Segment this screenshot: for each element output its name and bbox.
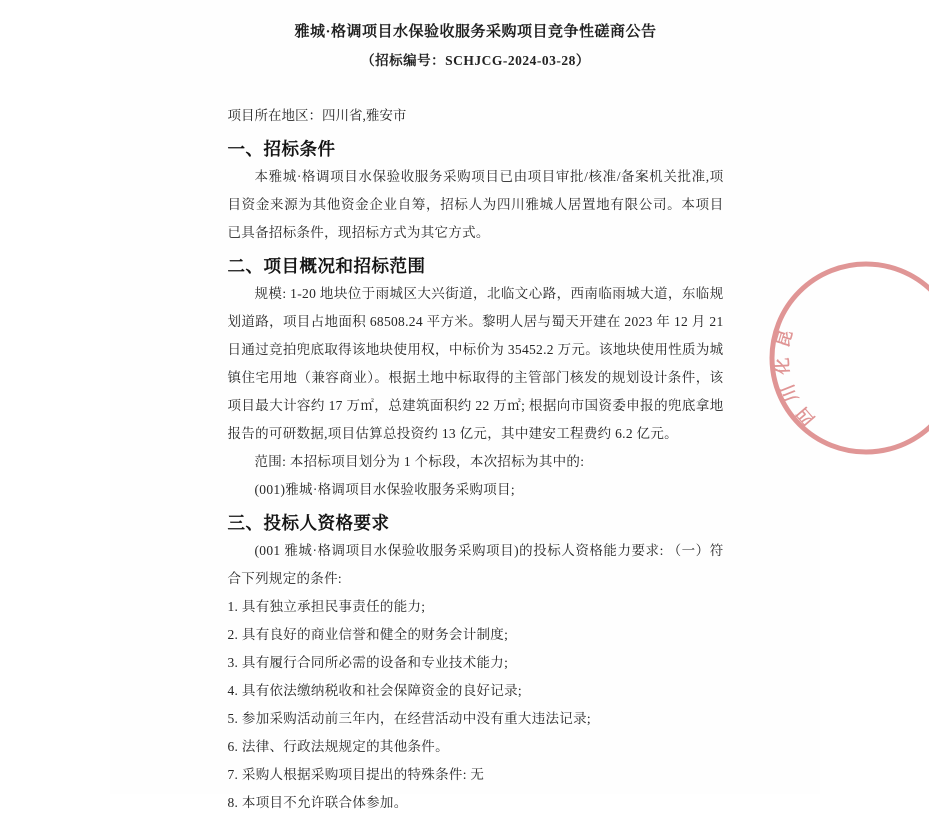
section-heading-bidding-conditions: 一、招标条件 [228, 135, 724, 163]
section-paragraph-scope: 范围: 本招标项目划分为 1 个标段，本次招标为其中的: [228, 448, 724, 476]
document-title: 雅城·格调项目水保验收服务采购项目竞争性磋商公告 [228, 22, 724, 42]
project-location-line: 项目所在地区：四川省,雅安市 [228, 102, 724, 130]
bid-number-line: （招标编号：SCHJCG-2024-03-28） [228, 51, 724, 71]
qualification-item: 2. 具有良好的商业信誉和健全的财务会计制度; [228, 621, 724, 649]
section-paragraph-qualification-intro: (001 雅城·格调项目水保验收服务采购项目)的投标人资格能力要求: （一）符合下列规定的条件: [228, 537, 724, 593]
section-paragraph-lot: (001)雅城·格调项目水保验收服务采购项目; [228, 476, 724, 504]
qualification-item: 6. 法律、行政法规规定的其他条件。 [228, 733, 724, 761]
section-paragraph: 本雅城·格调项目水保验收服务采购项目已由项目审批/核准/备案机关批准,项目资金来源为其他资金企业自筹，招标人为四川雅城人居置地有限公司。本项目已具备招标条件，现招标方式为其它方式。 [228, 163, 724, 247]
section-heading-project-overview: 二、项目概况和招标范围 [228, 252, 724, 280]
section-paragraph-scale: 规模: 1-20 地块位于雨城区大兴街道，北临文心路，西南临雨城大道，东临规划道路，项目占地面积 68508.24 平方米。黎明人居与蜀天开建在 2023 年 12 月 21 日通过竞拍兜底取得该地块使用权，中标价为 35452.2 万元。该地块使用性质为城镇住宅用地（兼容商业）。根据土地中标取得的主管部门核发的规划设计条件，该项目最大计容约 17 万㎡，总建筑面积约 22 万㎡; 根据向市国资委申报的兜底拿地报告的可研数据,项目估算总投资约 13 亿元，其中建安工程费约 6.2 亿元。 [228, 280, 724, 448]
qualification-item: 1. 具有独立承担民事责任的能力; [228, 593, 724, 621]
scanned-announcement-page [110, 0, 820, 794]
qualification-item: 7. 采购人根据采购项目提出的特殊条件: 无 [228, 761, 724, 789]
qualification-item: 4. 具有依法缴纳税收和社会保障资金的良好记录; [228, 677, 724, 705]
seal-text: 四川化昆 [771, 319, 818, 428]
section-heading-bidder-qualifications: 三、投标人资格要求 [228, 509, 724, 537]
qualification-item: 5. 参加采购活动前三年内，在经营活动中没有重大违法记录; [228, 705, 724, 733]
qualification-item: 3. 具有履行合同所必需的设备和专业技术能力; [228, 649, 724, 677]
document-body [110, 0, 820, 794]
qualification-item: 8. 本项目不允许联合体参加。 [228, 789, 724, 817]
